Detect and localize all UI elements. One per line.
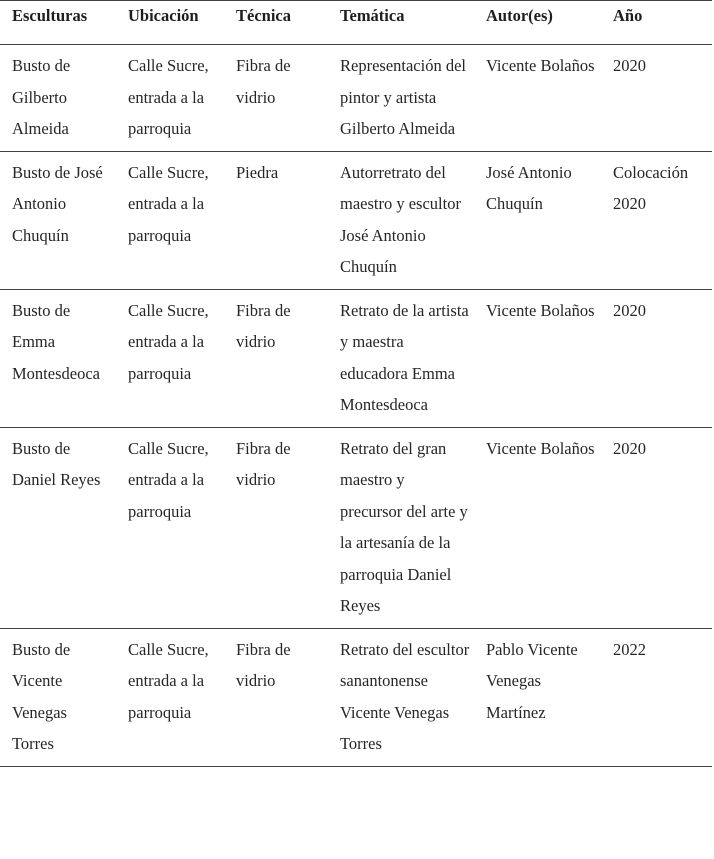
cell-tecnica: Fibra de vidrio [224, 628, 328, 766]
header-esculturas: Esculturas [0, 1, 116, 45]
cell-anio: Colocación 2020 [601, 151, 712, 289]
cell-escultura: Busto de José Antonio Chuquín [0, 151, 116, 289]
cell-ubicacion: Calle Sucre, entrada a la parroquia [116, 151, 224, 289]
cell-tecnica: Fibra de vidrio [224, 427, 328, 628]
cell-ubicacion: Calle Sucre, entrada a la parroquia [116, 427, 224, 628]
cell-anio: 2020 [601, 427, 712, 628]
cell-autor: José Antonio Chuquín [474, 151, 601, 289]
cell-tecnica: Fibra de vidrio [224, 45, 328, 152]
cell-tecnica: Piedra [224, 151, 328, 289]
cell-ubicacion: Calle Sucre, entrada a la parroquia [116, 45, 224, 152]
cell-tematica: Retrato de la artista y maestra educadora Emma Montesdeoca [328, 289, 474, 427]
cell-autor: Vicente Bolaños [474, 45, 601, 152]
table-row [0, 151, 712, 289]
table-row [0, 427, 712, 628]
table-row [0, 289, 712, 427]
table-header-row [0, 1, 712, 45]
header-autores: Autor(es) [474, 1, 601, 45]
cell-autor: Pablo Vicente Venegas Martínez [474, 628, 601, 766]
cell-tecnica: Fibra de vidrio [224, 289, 328, 427]
header-tematica: Temática [328, 1, 474, 45]
cell-anio: 2022 [601, 628, 712, 766]
table-row [0, 628, 712, 766]
cell-ubicacion: Calle Sucre, entrada a la parroquia [116, 289, 224, 427]
header-tecnica: Técnica [224, 1, 328, 45]
header-ubicacion: Ubicación [116, 1, 224, 45]
cell-ubicacion: Calle Sucre, entrada a la parroquia [116, 628, 224, 766]
cell-tematica: Retrato del gran maestro y precursor del arte y la artesanía de la parroquia Daniel Reyes [328, 427, 474, 628]
cell-escultura: Busto de Daniel Reyes [0, 427, 116, 628]
cell-escultura: Busto de Gilberto Almeida [0, 45, 116, 152]
cell-escultura: Busto de Vicente Venegas Torres [0, 628, 116, 766]
cell-tematica: Autorretrato del maestro y escultor José Antonio Chuquín [328, 151, 474, 289]
cell-tematica: Retrato del escultor sanantonense Vicente Venegas Torres [328, 628, 474, 766]
cell-anio: 2020 [601, 289, 712, 427]
cell-autor: Vicente Bolaños [474, 289, 601, 427]
cell-anio: 2020 [601, 45, 712, 152]
table-row [0, 45, 712, 152]
cell-escultura: Busto de Emma Montesdeoca [0, 289, 116, 427]
cell-autor: Vicente Bolaños [474, 427, 601, 628]
cell-tematica: Representación del pintor y artista Gilberto Almeida [328, 45, 474, 152]
header-anio: Año [601, 1, 712, 45]
